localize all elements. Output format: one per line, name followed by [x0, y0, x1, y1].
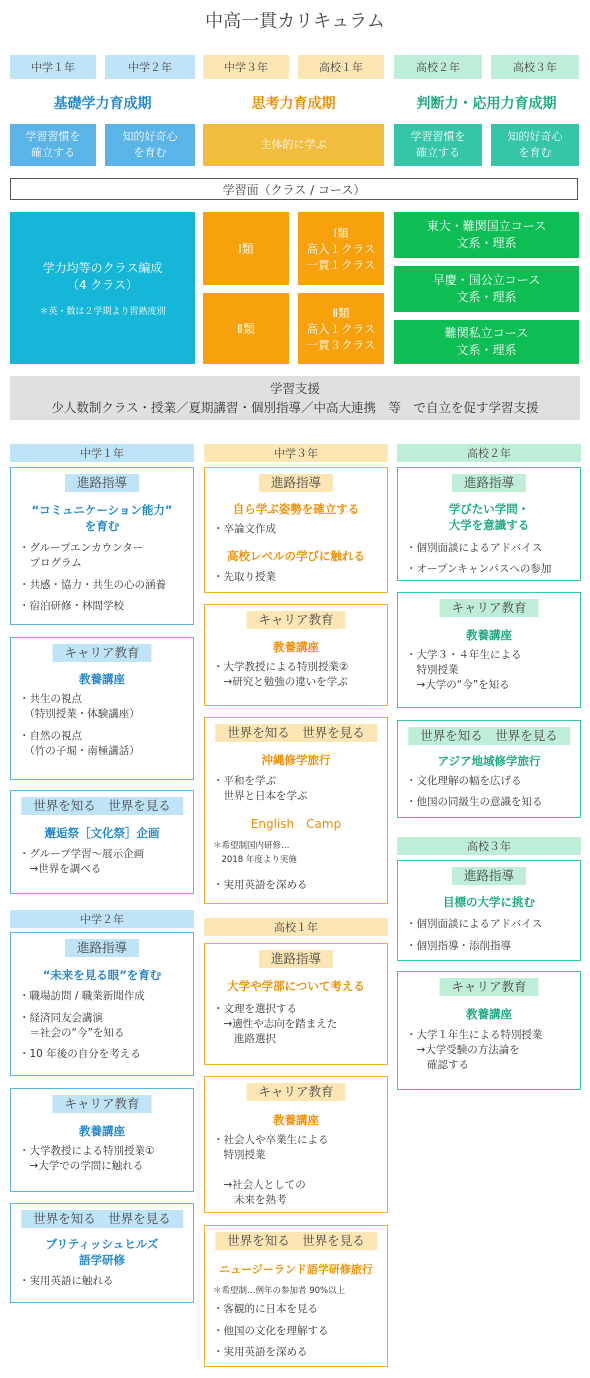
- course-todai: 東大・難関国立コース 文系・理系: [394, 212, 579, 258]
- box-headline: 自ら学ぶ姿勢を確立する: [232, 502, 360, 516]
- grade-header-hs1: 高校１年: [298, 55, 384, 79]
- jh2-world-box: [10, 1203, 194, 1303]
- box-headline: 邂逅祭［文化祭］企画: [44, 826, 160, 840]
- list-item: ・社会人や卒業生による 特別授業 →社会人としての 未来を熟考: [213, 1134, 329, 1206]
- goal-study-habits-hs: 学習習慣を 確立する: [394, 124, 482, 166]
- list-item: ・大学１年生による特別授業 →大学受験の方法論を 確認する: [406, 1029, 543, 1071]
- goal-study-habits: 学習習慣を 確立する: [10, 124, 96, 166]
- period-judgment: 判断力・応用力育成期: [416, 96, 557, 112]
- english-camp-label: English Camp: [250, 817, 342, 831]
- junior-class-text: 学力均等のクラス編成 （4 クラス）: [42, 261, 163, 292]
- box-tag: 進路指導: [452, 867, 526, 885]
- list-item: ・自然の視点 （竹の子堀・南極講話）: [19, 730, 140, 757]
- box-headline: “コミュニケーション能力” を育む: [31, 503, 173, 533]
- junior-class-block: [10, 212, 195, 364]
- col2-header-hs1: 高校１年: [204, 918, 388, 936]
- box-headline: 教養講座: [79, 1124, 125, 1138]
- study-section-label: 学習面（クラス / コース）: [10, 178, 578, 200]
- hs3-shinro-box: [397, 860, 581, 961]
- box-headline: 教養講座: [466, 1007, 512, 1021]
- list-item: ・10 年後の自分を考える: [19, 1048, 141, 1060]
- goal-curiosity-hs: 知的好奇心 を育む: [491, 124, 579, 166]
- junior-class-note: ＊英・数は２学期より習熟度別: [39, 307, 166, 317]
- rui2-block: Ⅱ類: [203, 293, 289, 364]
- list-item: ・オープンキャンパスへの参加: [406, 563, 552, 575]
- rui1-block: Ⅰ類: [203, 212, 289, 285]
- list-item: ・個別面談によるアドバイス: [406, 542, 543, 554]
- list-item: ・客観的に日本を見る: [213, 1303, 318, 1315]
- learning-support: 学習支援 少人数制クラス・授業／夏期講習・個別指導／中高大連携 等 で自立を促す学習支援: [10, 376, 580, 420]
- jh3-world-box: [204, 717, 388, 904]
- box-headline: “未来を見る眼”を育む: [42, 968, 162, 982]
- goal-curiosity: 知的好奇心 を育む: [105, 124, 195, 166]
- grade-header-jh2: 中学２年: [105, 55, 195, 79]
- jh1-world-box: [10, 790, 194, 894]
- jh3-shinro-box: [204, 467, 388, 593]
- list-item: ・卒論文作成: [213, 523, 276, 535]
- box-headline: 教養講座: [466, 628, 512, 642]
- list-item: ・共感・協力・共生の心の涵養: [19, 579, 166, 591]
- page-title: 中高一貫カリキュラム: [205, 11, 385, 32]
- box-headline: 沖縄修学旅行: [261, 753, 331, 767]
- jh1-shinro-box: [10, 467, 194, 625]
- box-tag: 世界を知る 世界を見る: [215, 724, 377, 742]
- course-private: 難関私立コース 文系・理系: [394, 320, 579, 364]
- box-tag: 進路指導: [259, 474, 333, 492]
- box-headline: 教養講座: [79, 672, 125, 686]
- list-item: ・平和を学ぶ 世界と日本を学ぶ: [213, 775, 308, 802]
- jh2-career-box: [10, 1088, 194, 1192]
- box-tag: 世界を知る 世界を見る: [21, 1210, 183, 1228]
- box-tag: キャリア教育: [246, 1083, 345, 1101]
- hs2-career-box: [397, 592, 581, 708]
- hs1-career-box: [204, 1076, 388, 1213]
- list-item: ・大学教授による特別授業② →研究と勉強の違いを学ぶ: [213, 661, 349, 688]
- col1-header-jh2: 中学２年: [10, 910, 194, 928]
- box-headline: 学びたい学問・ 大学を意識する: [448, 502, 530, 532]
- list-item: ・経済同友会講演 ＝社会の“今”を知る: [19, 1012, 125, 1039]
- rui1-detail: Ⅰ類 高入１クラス 一貫１クラス: [298, 212, 384, 285]
- note-text: ＊希望制国内研修… 2018 年度より実施: [213, 841, 297, 865]
- col3-header-hs2: 高校２年: [397, 444, 581, 462]
- list-item: ・先取り授業: [213, 571, 276, 583]
- list-item: ・個別面談によるアドバイス: [406, 918, 543, 930]
- list-item: ・宿泊研修・林間学校: [19, 600, 124, 612]
- box-headline: ニュージーランド語学研修旅行: [219, 1263, 373, 1276]
- rui2-detail: Ⅱ類 高入１クラス 一貫３クラス: [298, 293, 384, 364]
- jh1-career-box: [10, 637, 194, 780]
- box-tag: 進路指導: [65, 474, 139, 492]
- period-basic: 基礎学力育成期: [53, 96, 152, 112]
- box-headline: ブリティッシュヒルズ 語学研修: [45, 1237, 159, 1267]
- grade-header-hs3: 高校３年: [491, 55, 579, 79]
- list-item: ・実用英語を深める: [213, 1346, 308, 1358]
- list-item: ・グループエンカウンター プログラム: [19, 542, 144, 569]
- box-tag: 進路指導: [452, 474, 526, 492]
- jh2-shinro-box: [10, 932, 194, 1076]
- col2-header-jh3: 中学３年: [204, 444, 388, 462]
- box-tag: 世界を知る 世界を見る: [408, 727, 570, 745]
- box-tag: 進路指導: [65, 939, 139, 957]
- list-item: ・他国の文化を理解する: [213, 1325, 329, 1337]
- list-item: ・職場訪問 / 職業新聞作成: [19, 990, 145, 1002]
- grade-header-hs2: 高校２年: [394, 55, 482, 79]
- list-item: ・他国の同級生の意識を知る: [406, 796, 543, 808]
- goal-self-learning: 主体的に学ぶ: [203, 124, 384, 166]
- box-tag: 世界を知る 世界を見る: [21, 797, 183, 815]
- grade-header-jh3: 中学３年: [203, 55, 289, 79]
- list-item: ・グループ学習～展示企画 →世界を調べる: [19, 848, 145, 875]
- list-item: ・大学３・４年生による 特別授業 →大学の“今”を知る: [406, 649, 522, 691]
- box-headline: 高校レベルの学びに触れる: [227, 549, 365, 563]
- list-item: ・実用英語を深める: [213, 879, 308, 891]
- box-tag: キャリア教育: [246, 611, 345, 629]
- list-item: ・文理を選択する →適性や志向を踏まえた 進路選択: [213, 1003, 338, 1045]
- box-headline: アジア地域修学旅行: [437, 754, 541, 768]
- jh3-career-box: [204, 604, 388, 706]
- box-headline: 教養講座: [273, 1113, 319, 1127]
- grade-header-jh1: 中学１年: [10, 55, 96, 79]
- box-tag: 進路指導: [259, 950, 333, 968]
- col1-header-jh1: 中学１年: [10, 444, 194, 462]
- course-sokei: 早慶・国公立コース 文系・理系: [394, 266, 579, 312]
- col3-header-hs3: 高校３年: [397, 837, 581, 855]
- box-tag: キャリア教育: [52, 644, 151, 662]
- hs2-world-box: [397, 720, 581, 818]
- list-item: ・共生の視点 （特別授業・体験講座）: [19, 693, 140, 720]
- box-headline: 教養講座: [273, 640, 319, 654]
- list-item: ・大学教授による特別授業① →大学での学問に触れる: [19, 1145, 155, 1172]
- box-headline: 目標の大学に挑む: [443, 895, 535, 909]
- hs3-career-box: [397, 971, 581, 1090]
- period-thinking: 思考力育成期: [251, 96, 336, 112]
- box-tag: キャリア教育: [439, 978, 538, 996]
- box-headline: 大学や学部について考える: [227, 979, 365, 993]
- note-text: ＊希望制…例年の参加者 90%以上: [213, 1286, 346, 1296]
- box-tag: 世界を知る 世界を見る: [215, 1232, 377, 1250]
- hs1-shinro-box: [204, 943, 388, 1065]
- box-tag: キャリア教育: [439, 599, 538, 617]
- hs1-world-box: [204, 1225, 388, 1367]
- list-item: ・実用英語に触れる: [19, 1275, 114, 1287]
- list-item: ・文化理解の幅を広げる: [406, 775, 522, 787]
- box-tag: キャリア教育: [52, 1095, 151, 1113]
- hs2-shinro-box: [397, 467, 581, 581]
- list-item: ・個別指導・添削指導: [406, 940, 511, 952]
